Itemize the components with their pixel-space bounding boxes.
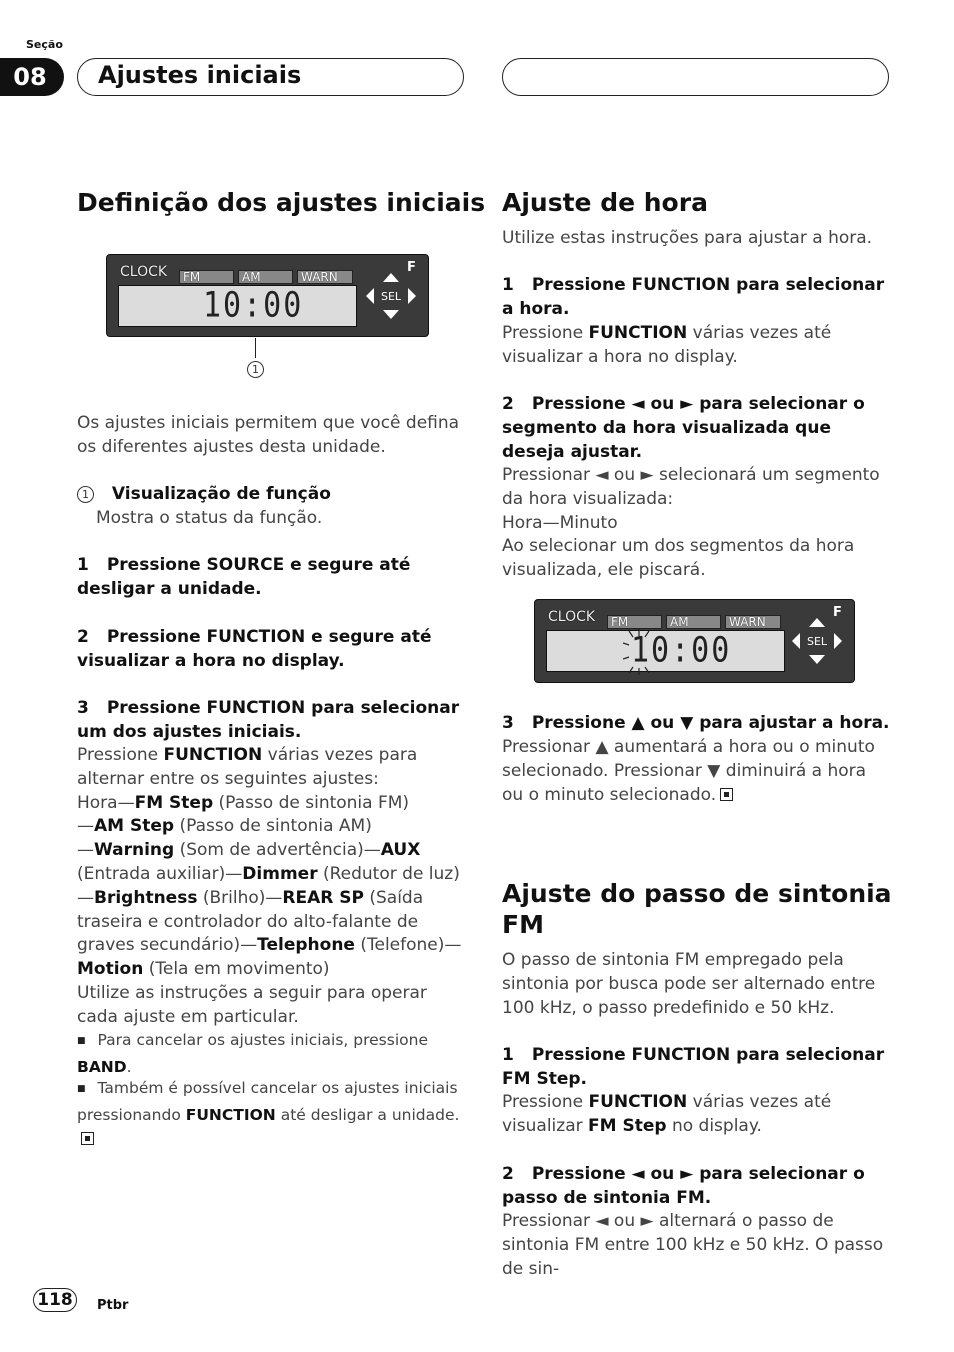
sel-label: SEL	[380, 290, 402, 303]
right-step-3-body: Pressionar ▲ aumentará a hora ou o minuto selecionado. Pressionar ▼ diminuirá a hora ou o minuto selecionado.	[502, 737, 875, 805]
right-heading-1: Ajuste de hora	[502, 188, 708, 217]
left-step-3	[77, 697, 469, 745]
section-label: Seção	[26, 38, 63, 51]
legend-item	[77, 483, 467, 507]
f-key-label: F	[407, 260, 416, 275]
left-step-3-body: Pressione FUNCTION várias vezes para alternar entre os seguintes ajustes: Hora—FM Step (Passo de sintonia FM) —AM Step (Passo de sintonia AM) —Warning (Som de advertência)—AUX (Entrada auxiliar)—Dimmer (Redutor de luz) —Brightness (Brilho)—REAR SP (Saída traseira e controlador do alto-falante de graves secundário)—Telephone (Telefone)—Motion (Tela em movimento) Utilize as instruções a seguir para operar cada ajuste em particular.	[77, 745, 462, 1027]
right-intro-2: O passo de sintonia FM empregado pela sintonia por busca pode ser alternado entre 100 kHz, o passo predefinido e 50 kHz.	[502, 950, 876, 1018]
lcd-screen	[118, 285, 357, 327]
display-panel-2	[534, 599, 855, 683]
right-step-2-body: Pressionar ◄ ou ► selecionará um segmento da hora visualizada: Hora—Minuto Ao selecionar um dos segmentos da hora visualizada, ele piscará.	[502, 465, 880, 581]
right-step-t2-body: Pressionar ◄ ou ► alternará o passo de sintonia FM entre 100 kHz e 50 kHz. O passo de sin-	[502, 1211, 884, 1279]
section-number-badge: 08	[0, 58, 64, 96]
right-step-2: 2 Pressione ◄ ou ► para selecionar o segmento da hora visualizada que deseja ajustar.	[502, 394, 865, 462]
legend-text: Mostra o status da função.	[96, 508, 323, 528]
display-panel-1	[106, 254, 429, 337]
clock-label: CLOCK	[548, 609, 596, 625]
dpad-icon	[789, 616, 845, 666]
callout-marker: 1	[247, 361, 264, 378]
blink-indicator-icon	[623, 629, 663, 675]
right-step-1: 1 Pressione FUNCTION para selecionar a hora.	[502, 275, 885, 319]
page-number: 118	[33, 1288, 77, 1312]
clock-label: CLOCK	[120, 264, 168, 280]
f-key-label: F	[833, 605, 842, 620]
step-text: Pressione FUNCTION e segure até visualizar a hora no display.	[77, 627, 432, 671]
right-step-t2: 2 Pressione ◄ ou ► para selecionar o passo de sintonia FM.	[502, 1164, 865, 1208]
end-mark-icon	[720, 788, 733, 801]
right-heading-2: Ajuste do passo de sintonia FM	[502, 879, 892, 939]
fm-segment: FM	[607, 615, 662, 629]
warn-segment: WARN	[297, 270, 353, 284]
right-step-1-body: Pressione FUNCTION várias vezes até visualizar a hora no display.	[502, 323, 832, 367]
section-title: Ajustes iniciais	[98, 61, 302, 89]
legend-title: Visualização de função	[111, 484, 331, 504]
right-step-t1: 1 Pressione FUNCTION para selecionar FM Step.	[502, 1045, 885, 1089]
right-step-t1-body: Pressione FUNCTION várias vezes até visualizar FM Step no display.	[502, 1092, 832, 1136]
right-step-3: 3 Pressione ▲ ou ▼ para ajustar a hora.	[502, 713, 890, 733]
lcd-screen	[546, 630, 785, 672]
dpad-icon	[363, 271, 419, 321]
section-title-pill	[77, 58, 464, 96]
sel-label: SEL	[806, 635, 828, 648]
language-code: Ptbr	[97, 1298, 129, 1313]
am-segment: AM	[666, 615, 721, 629]
step-number: 3	[77, 698, 89, 718]
legend-marker: 1	[77, 486, 94, 503]
left-step-2	[77, 626, 469, 674]
am-segment: AM	[238, 270, 293, 284]
step-number: 1	[77, 555, 89, 575]
left-step-1	[77, 554, 469, 602]
time-readout: 10:00	[203, 285, 304, 326]
step-text: Pressione FUNCTION para selecionar um dos ajustes iniciais.	[77, 698, 460, 742]
step-text: Pressione SOURCE e segure até desligar a unidade.	[77, 555, 411, 599]
warn-segment: WARN	[725, 615, 781, 629]
left-intro: Os ajustes iniciais permitem que você defina os diferentes ajustes desta unidade.	[77, 413, 460, 457]
right-intro-1: Utilize estas instruções para ajustar a hora.	[502, 228, 873, 248]
note-2: ■ Também é possível cancelar os ajustes iniciais pressionando FUNCTION até desligar a unidade.	[77, 1077, 469, 1151]
step-number: 2	[77, 627, 89, 647]
time-readout: 10:00	[631, 630, 732, 671]
empty-header-pill	[502, 58, 889, 96]
left-heading: Definição dos ajustes iniciais	[77, 188, 486, 217]
note-1: ■ Para cancelar os ajustes iniciais, pressione BAND.	[77, 1029, 469, 1080]
fm-segment: FM	[179, 270, 234, 284]
callout-line	[255, 338, 256, 358]
end-mark-icon	[81, 1132, 94, 1145]
